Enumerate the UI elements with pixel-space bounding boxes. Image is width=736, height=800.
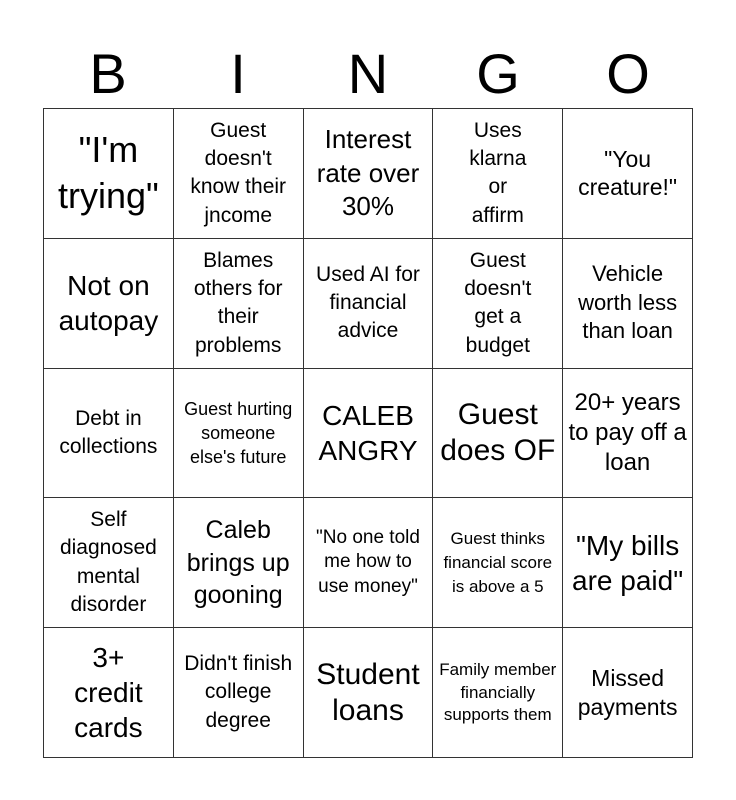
header-letter-i: I [230, 42, 246, 105]
bingo-cell[interactable] [304, 239, 434, 369]
bingo-cell[interactable] [174, 628, 304, 758]
bingo-cell[interactable] [44, 498, 174, 628]
bingo-cell-text: "No one told me how to use money" [316, 526, 420, 598]
bingo-cell-text: Guest hurting someone else's future [184, 398, 293, 468]
bingo-cell-text: Didn't finish college degree [184, 652, 293, 732]
bingo-cell[interactable] [174, 369, 304, 499]
bingo-cell-text: "I'm trying" [57, 128, 159, 217]
bingo-cell[interactable] [304, 369, 434, 499]
bingo-cell-text: Self diagnosed mental disorder [59, 508, 157, 617]
bingo-cell-text: Interest rate over 30% [316, 123, 420, 222]
bingo-cell[interactable] [44, 628, 174, 758]
bingo-cell[interactable] [433, 498, 563, 628]
bingo-cell[interactable] [433, 369, 563, 499]
bingo-cell[interactable] [433, 628, 563, 758]
bingo-cell[interactable] [174, 498, 304, 628]
bingo-cell[interactable] [563, 369, 693, 499]
bingo-cell[interactable] [563, 239, 693, 369]
bingo-cell[interactable] [563, 628, 693, 758]
bingo-cell[interactable] [304, 628, 434, 758]
bingo-cell-text: 3+ credit cards [74, 642, 143, 744]
bingo-cell[interactable] [44, 109, 174, 239]
bingo-cell[interactable] [174, 109, 304, 239]
bingo-cell-text: 20+ years to pay off a loan [568, 388, 687, 476]
bingo-cell-text: Not on autopay [58, 270, 159, 337]
bingo-cell[interactable] [44, 369, 174, 499]
bingo-cell-text: "My bills are paid" [572, 529, 684, 596]
bingo-cell-text: Used AI for financial advice [316, 262, 420, 343]
bingo-cell-text: Guest does OF [440, 397, 556, 467]
bingo-cell-text: Vehicle worth less than loan [578, 261, 678, 344]
bingo-cell[interactable] [44, 239, 174, 369]
bingo-cell-text: Guest doesn't know their jncome [190, 118, 287, 227]
bingo-cell[interactable] [304, 109, 434, 239]
bingo-cell[interactable] [174, 239, 304, 369]
bingo-cell[interactable] [433, 239, 563, 369]
header-letter-b: B [89, 42, 127, 105]
bingo-cell[interactable] [304, 498, 434, 628]
bingo-cell-text: Debt in collections [59, 406, 158, 458]
header-letter-o: O [606, 42, 650, 105]
bingo-cell-text: CALEB ANGRY [318, 399, 418, 466]
bingo-cell-text: "You creature!" [578, 145, 678, 201]
bingo-cell-text: Guest doesn't get a budget [464, 248, 532, 357]
header-letter-n: N [347, 42, 389, 105]
bingo-cell[interactable] [433, 109, 563, 239]
bingo-cell[interactable] [563, 498, 693, 628]
header-letter-g: G [476, 42, 520, 105]
bingo-cell-text: Family member financially supports them [439, 660, 557, 724]
bingo-header [43, 40, 693, 108]
bingo-cell-text: Caleb brings up gooning [186, 516, 290, 610]
bingo-cell-text: Blames others for their problems [193, 248, 283, 357]
bingo-cell-text: Student loans [316, 657, 420, 727]
bingo-cell-text: Missed payments [577, 664, 678, 720]
bingo-card-grid [43, 108, 693, 758]
bingo-cell-text: Uses klarna or affirm [469, 118, 527, 227]
bingo-cell[interactable] [563, 109, 693, 239]
bingo-cell-text: Guest thinks financial score is above a 5 [443, 529, 553, 596]
